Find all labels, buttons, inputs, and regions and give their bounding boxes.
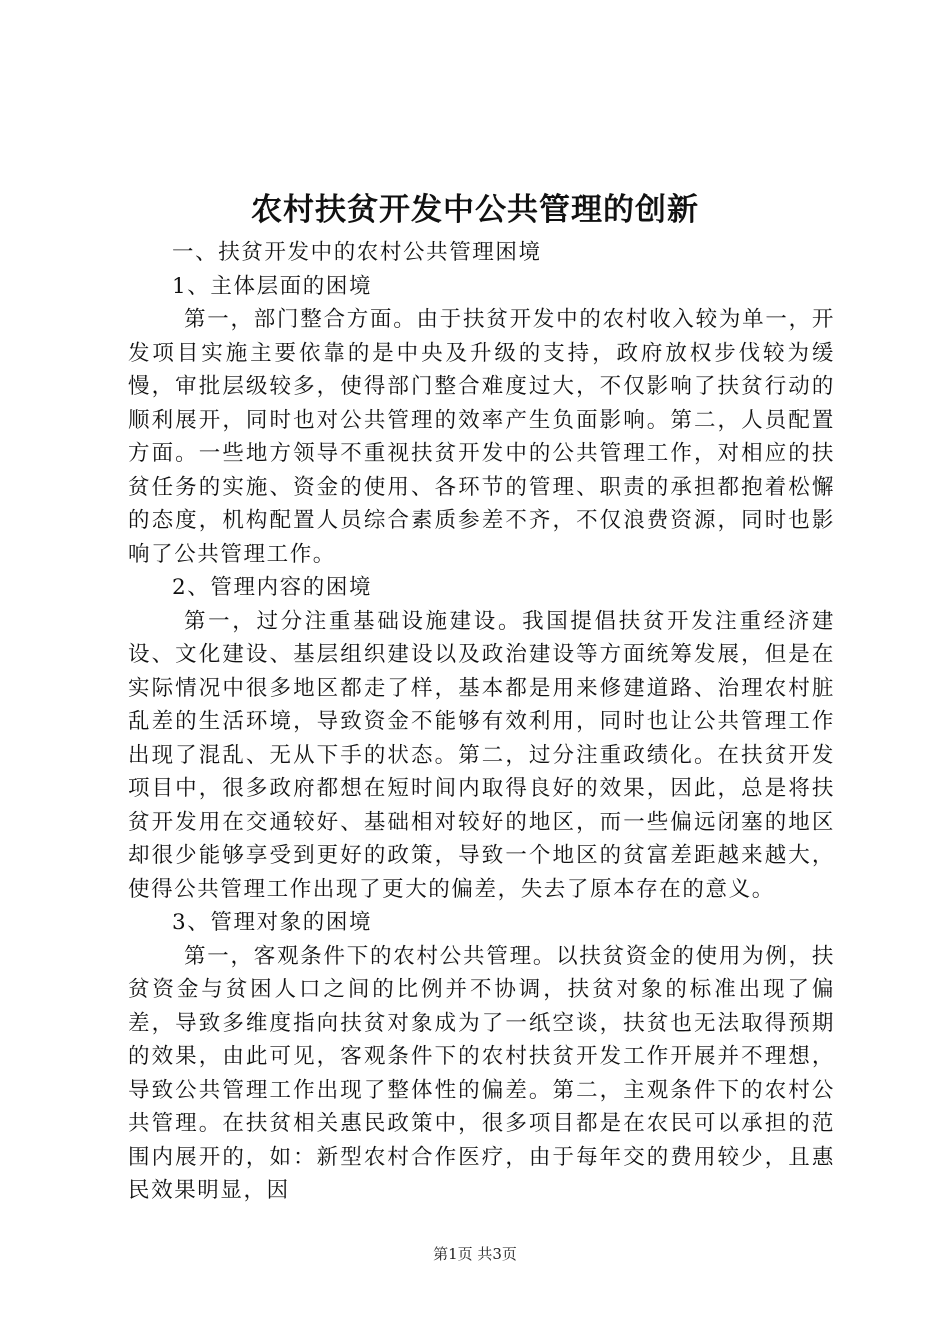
subsection-heading-1: 1、主体层面的困境 xyxy=(172,273,373,299)
subsection-heading-2: 2、管理内容的困境 xyxy=(172,575,373,600)
paragraph-3: 第一，客观条件下的农村公共管理。以扶贫资金的使用为例，扶贫资金与贫困人口之间的比例并不协调，扶贫对象的标准出现了偏差，导致多维度指向扶贫对象成为了一纸空谈，扶贫也无法取得预期的效果，由此可见，客观条件下的农村扶贫开发工作开展并不理想，导致公共管理工作出现了整体性的偏差。第二，主观条件下的农村公共管理。在扶贫相关惠民政策中，很多项目都是在农民可以承担的范围内展开的，如：新型农村合作医疗，由于每年交的费用较少，且惠民效果明显，因 xyxy=(128,943,835,1203)
subsection-heading-3: 3、管理对象的困境 xyxy=(172,910,373,935)
page-number-footer: 第1页 共3页 xyxy=(433,1245,517,1263)
paragraph-1: 第一，部门整合方面。由于扶贫开发中的农村收入较为单一，开发项目实施主要依靠的是中央及升级的支持，政府放权步伐较为缓慢，审批层级较多，使得部门整合难度过大，不仅影响了扶贫行动的顺利展开，同时也对公共管理的效率产生负面影响。第二，人员配置方面。一些地方领导不重视扶贫开发中的公共管理工作，对相应的扶贫任务的实施、资金的使用、各环节的管理、职责的承担都抱着松懈的态度，机构配置人员综合素质参差不齐，不仅浪费资源，同时也影响了公共管理工作。 xyxy=(128,307,835,567)
paragraph-2: 第一，过分注重基础设施建设。我国提倡扶贫开发注重经济建设、文化建设、基层组织建设以及政治建设等方面统筹发展，但是在实际情况中很多地区都走了样，基本都是用来修建道路、治理农村脏乱差的生活环境，导致资金不能够有效利用，同时也让公共管理工作出现了混乱、无从下手的状态。第二，过分注重政绩化。在扶贫开发项目中，很多政府都想在短时间内取得良好的效果，因此，总是将扶贫开发用在交通较好、基础相对较好的地区，而一些偏远闭塞的地区却很少能够享受到更好的政策，导致一个地区的贫富差距越来越大，使得公共管理工作出现了更大的偏差，失去了原本存在的意义。 xyxy=(128,608,835,902)
section-heading: 一、扶贫开发中的农村公共管理困境 xyxy=(172,240,542,265)
document-title: 农村扶贫开发中公共管理的创新 xyxy=(251,192,699,228)
document-body xyxy=(128,236,835,1208)
